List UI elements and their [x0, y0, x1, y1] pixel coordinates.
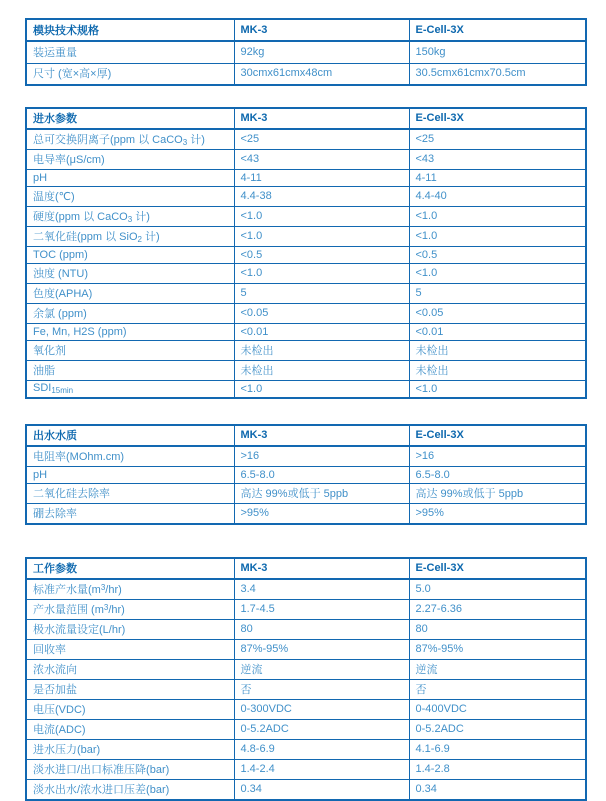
table-title: 模块技术规格 — [26, 19, 234, 41]
table-row — [26, 600, 586, 620]
table-row — [26, 740, 586, 760]
table-row — [26, 720, 586, 740]
row-value: 5 — [409, 284, 586, 304]
row-value: 未检出 — [234, 361, 409, 381]
spec-tables — [25, 18, 606, 801]
row-value: 80 — [409, 620, 586, 640]
row-label: 尺寸 (宽×高×厚) — [26, 63, 234, 85]
row-value: 5.0 — [409, 579, 586, 600]
table-row — [26, 504, 586, 525]
row-value: 0-400VDC — [409, 700, 586, 720]
column-header: E-Cell-3X — [409, 425, 586, 446]
table-operating-parameters — [25, 557, 587, 801]
row-value: >16 — [409, 446, 586, 467]
row-label: 电阻率(MOhm.cm) — [26, 446, 234, 467]
row-value: 92kg — [234, 41, 409, 63]
column-header: E-Cell-3X — [409, 108, 586, 129]
column-header: MK-3 — [234, 425, 409, 446]
row-value: 高达 99%或低于 5ppb — [409, 484, 586, 504]
row-label: 电导率(μS/cm) — [26, 150, 234, 170]
row-value: <0.01 — [234, 324, 409, 341]
row-label: pH — [26, 467, 234, 484]
column-header: MK-3 — [234, 108, 409, 129]
row-label: 余氯 (ppm) — [26, 304, 234, 324]
table-row — [26, 579, 586, 600]
row-value: 0-300VDC — [234, 700, 409, 720]
row-label: 浊度 (NTU) — [26, 264, 234, 284]
row-label: 浓水流向 — [26, 660, 234, 680]
table-feed-water-parameters — [25, 107, 587, 399]
row-label: 进水压力(bar) — [26, 740, 234, 760]
row-value: 87%-95% — [409, 640, 586, 660]
row-label: 回收率 — [26, 640, 234, 660]
row-value: 80 — [234, 620, 409, 640]
row-value: 30cmx61cmx48cm — [234, 63, 409, 85]
row-value: 6.5-8.0 — [409, 467, 586, 484]
column-header: E-Cell-3X — [409, 558, 586, 579]
row-value: 1.4-2.8 — [409, 760, 586, 780]
table-row — [26, 640, 586, 660]
table-row — [26, 780, 586, 801]
table-row — [26, 324, 586, 341]
table-row — [26, 150, 586, 170]
table-row — [26, 700, 586, 720]
table-row — [26, 41, 586, 63]
row-value: <1.0 — [409, 381, 586, 399]
row-label: 二氧化硅(ppm 以 SiO$_2$ 计) — [26, 227, 234, 247]
row-value: <1.0 — [234, 264, 409, 284]
column-header: MK-3 — [234, 19, 409, 41]
row-value: 150kg — [409, 41, 586, 63]
table-row — [26, 446, 586, 467]
row-value: <43 — [234, 150, 409, 170]
table-row — [26, 63, 586, 85]
table-row — [26, 620, 586, 640]
row-label: 二氧化硅去除率 — [26, 484, 234, 504]
row-value: <0.05 — [234, 304, 409, 324]
row-value: >16 — [234, 446, 409, 467]
row-value: 0.34 — [234, 780, 409, 801]
row-label: 温度(℃) — [26, 187, 234, 207]
row-value: 未检出 — [409, 361, 586, 381]
row-value: 1.7-4.5 — [234, 600, 409, 620]
table-title: 出水水质 — [26, 425, 234, 446]
row-value: <1.0 — [409, 264, 586, 284]
row-label: 淡水进口/出口标准压降(bar) — [26, 760, 234, 780]
table-product-water-quality — [25, 424, 587, 525]
row-value: <43 — [409, 150, 586, 170]
table-row — [26, 341, 586, 361]
row-label: 电压(VDC) — [26, 700, 234, 720]
row-label: 总可交换阴离子(ppm 以 CaCO$_3$ 计) — [26, 129, 234, 150]
row-value: >95% — [409, 504, 586, 525]
row-value: <1.0 — [409, 207, 586, 227]
row-value: <25 — [409, 129, 586, 150]
row-label: 极水流量设定(L/hr) — [26, 620, 234, 640]
row-value: <0.5 — [409, 247, 586, 264]
table-row — [26, 361, 586, 381]
row-value: 4-11 — [234, 170, 409, 187]
column-header: E-Cell-3X — [409, 19, 586, 41]
table-title: 工作参数 — [26, 558, 234, 579]
table-row — [26, 284, 586, 304]
table-title: 进水参数 — [26, 108, 234, 129]
table-header-row — [26, 19, 586, 41]
row-value: 4.4-38 — [234, 187, 409, 207]
row-value: <25 — [234, 129, 409, 150]
row-value: <1.0 — [234, 207, 409, 227]
row-value: 0-5.2ADC — [234, 720, 409, 740]
row-value: 否 — [409, 680, 586, 700]
column-header: MK-3 — [234, 558, 409, 579]
table-row — [26, 484, 586, 504]
row-value: 4.4-40 — [409, 187, 586, 207]
row-value: 4.8-6.9 — [234, 740, 409, 760]
row-value: 5 — [234, 284, 409, 304]
table-header-row — [26, 425, 586, 446]
row-value: 3.4 — [234, 579, 409, 600]
row-value: 1.4-2.4 — [234, 760, 409, 780]
table-row — [26, 660, 586, 680]
row-value: 87%-95% — [234, 640, 409, 660]
row-label: TOC (ppm) — [26, 247, 234, 264]
row-label: 产水量范围 $(m^3/hr)$ — [26, 600, 234, 620]
table-row — [26, 467, 586, 484]
table-row — [26, 187, 586, 207]
row-value: 0-5.2ADC — [409, 720, 586, 740]
row-value: 否 — [234, 680, 409, 700]
row-value: 30.5cmx61cmx70.5cm — [409, 63, 586, 85]
row-label: 是否加盐 — [26, 680, 234, 700]
row-value: >95% — [234, 504, 409, 525]
table-module-specs — [25, 18, 587, 86]
row-value: 4.1-6.9 — [409, 740, 586, 760]
row-value: 未检出 — [409, 341, 586, 361]
row-label: 色度(APHA) — [26, 284, 234, 304]
row-label: 氧化剂 — [26, 341, 234, 361]
row-value: 高达 99%或低于 5ppb — [234, 484, 409, 504]
row-value: <0.5 — [234, 247, 409, 264]
row-value: 逆流 — [234, 660, 409, 680]
table-row — [26, 304, 586, 324]
row-value: 6.5-8.0 — [234, 467, 409, 484]
row-label: 标准产水量$(m^3/hr)$ — [26, 579, 234, 600]
table-row — [26, 129, 586, 150]
row-label: 硼去除率 — [26, 504, 234, 525]
row-value: <1.0 — [409, 227, 586, 247]
row-value: <0.01 — [409, 324, 586, 341]
row-value: <1.0 — [234, 381, 409, 399]
table-row — [26, 207, 586, 227]
row-label: 油脂 — [26, 361, 234, 381]
table-row — [26, 170, 586, 187]
row-value: <1.0 — [234, 227, 409, 247]
row-value: 0.34 — [409, 780, 586, 801]
row-value: 2.27-6.36 — [409, 600, 586, 620]
row-value: <0.05 — [409, 304, 586, 324]
row-label: 电流(ADC) — [26, 720, 234, 740]
table-row — [26, 264, 586, 284]
table-row — [26, 381, 586, 399]
row-value: 4-11 — [409, 170, 586, 187]
table-header-row — [26, 558, 586, 579]
row-label: 装运重量 — [26, 41, 234, 63]
row-value: 未检出 — [234, 341, 409, 361]
row-label: 硬度(ppm 以 CaCO$_3$ 计) — [26, 207, 234, 227]
row-label: 淡水出水/浓水进口压差(bar) — [26, 780, 234, 801]
table-header-row — [26, 108, 586, 129]
table-row — [26, 760, 586, 780]
table-row — [26, 247, 586, 264]
table-row — [26, 227, 586, 247]
row-label: $SDI_{15min}$ — [26, 381, 234, 399]
row-label: pH — [26, 170, 234, 187]
row-label: Fe, Mn, H2S (ppm) — [26, 324, 234, 341]
row-value: 逆流 — [409, 660, 586, 680]
table-row — [26, 680, 586, 700]
